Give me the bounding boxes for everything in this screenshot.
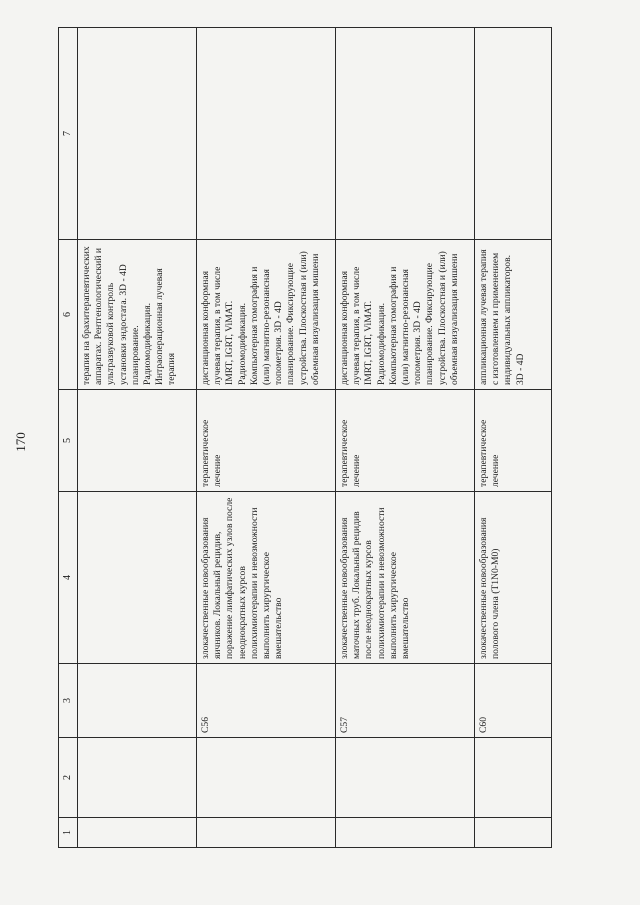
empty-cell — [475, 28, 552, 240]
method-cell: дистанционная конформная лучевая терапия, в том числе IMRT, IGRT, ViMAT. Радиомодификация. Компьютерная томография и (или) магнитно-резонансная топометрия. 3D - 4D планирование. Фиксирующие устройства. Плоскостная и (или) объемная визуализация мишени — [197, 240, 336, 390]
method-cell: дистанционная конформная лучевая терапия, в том числе IMRT, IGRT, ViMAT. Радиомодификация. Компьютерная томография и (или) магнитно-резонансная топометрия. 3D - 4D планирование. Фиксирующие устройства. Плоскостная и (или) объемная визуализация мишени — [336, 240, 475, 390]
diagnosis-cell — [78, 492, 197, 664]
column-number: 6 — [59, 240, 78, 390]
treatment-type-cell: терапевтическое лечение — [475, 390, 552, 492]
column-number: 5 — [59, 390, 78, 492]
empty-cell — [475, 738, 552, 818]
empty-cell — [78, 738, 197, 818]
empty-cell — [197, 28, 336, 240]
empty-cell — [197, 738, 336, 818]
diagnosis-cell: злокачественные новообразования яичников. Локальный рецидив, поражение лимфатических узлов после неоднократных курсов полихимиотерапии и невозможности выполнить хирургическое вмешательство — [197, 492, 336, 664]
column-number: 1 — [59, 818, 78, 848]
method-cell: аппликационная лучевая терапия с изготовлением и применением индивидуальных аппликаторов. 3D - 4D — [475, 240, 552, 390]
empty-cell — [475, 818, 552, 848]
empty-cell — [197, 818, 336, 848]
column-number: 3 — [59, 664, 78, 738]
medical-care-table — [58, 27, 552, 848]
treatment-type-cell — [78, 390, 197, 492]
empty-cell — [336, 28, 475, 240]
rotated-table-container — [58, 28, 593, 848]
column-number: 4 — [59, 492, 78, 664]
empty-cell — [336, 738, 475, 818]
diagnosis-cell: злокачественные новообразования маточных труб. Локальный рецидив после неоднократных курсов полихимиотерапии и невозможности выполнить хирургическое вмешательство — [336, 492, 475, 664]
treatment-type-cell: терапевтическое лечение — [336, 390, 475, 492]
column-number: 2 — [59, 738, 78, 818]
empty-cell — [78, 818, 197, 848]
empty-cell — [78, 28, 197, 240]
column-number-row — [59, 28, 78, 848]
page-number: 170 — [13, 432, 28, 452]
column-number: 7 — [59, 28, 78, 240]
treatment-type-cell: терапевтическое лечение — [197, 390, 336, 492]
code-cell: C57 — [336, 664, 475, 738]
table-row — [475, 28, 552, 848]
code-cell — [78, 664, 197, 738]
method-cell: терапия на брахитерапевтических аппаратах. Рентгенологический и ультразвуковой контроль установки эндостата. 3D - 4D планирование. Радиомодификация. Интраоперационная лучевая терапия — [78, 240, 197, 390]
empty-cell — [336, 818, 475, 848]
table-row — [78, 28, 197, 848]
code-cell: C60 — [475, 664, 552, 738]
diagnosis-cell: злокачественные новообразования полового члена (T1N0-M0) — [475, 492, 552, 664]
code-cell: C56 — [197, 664, 336, 738]
table-row — [197, 28, 336, 848]
table-row — [336, 28, 475, 848]
